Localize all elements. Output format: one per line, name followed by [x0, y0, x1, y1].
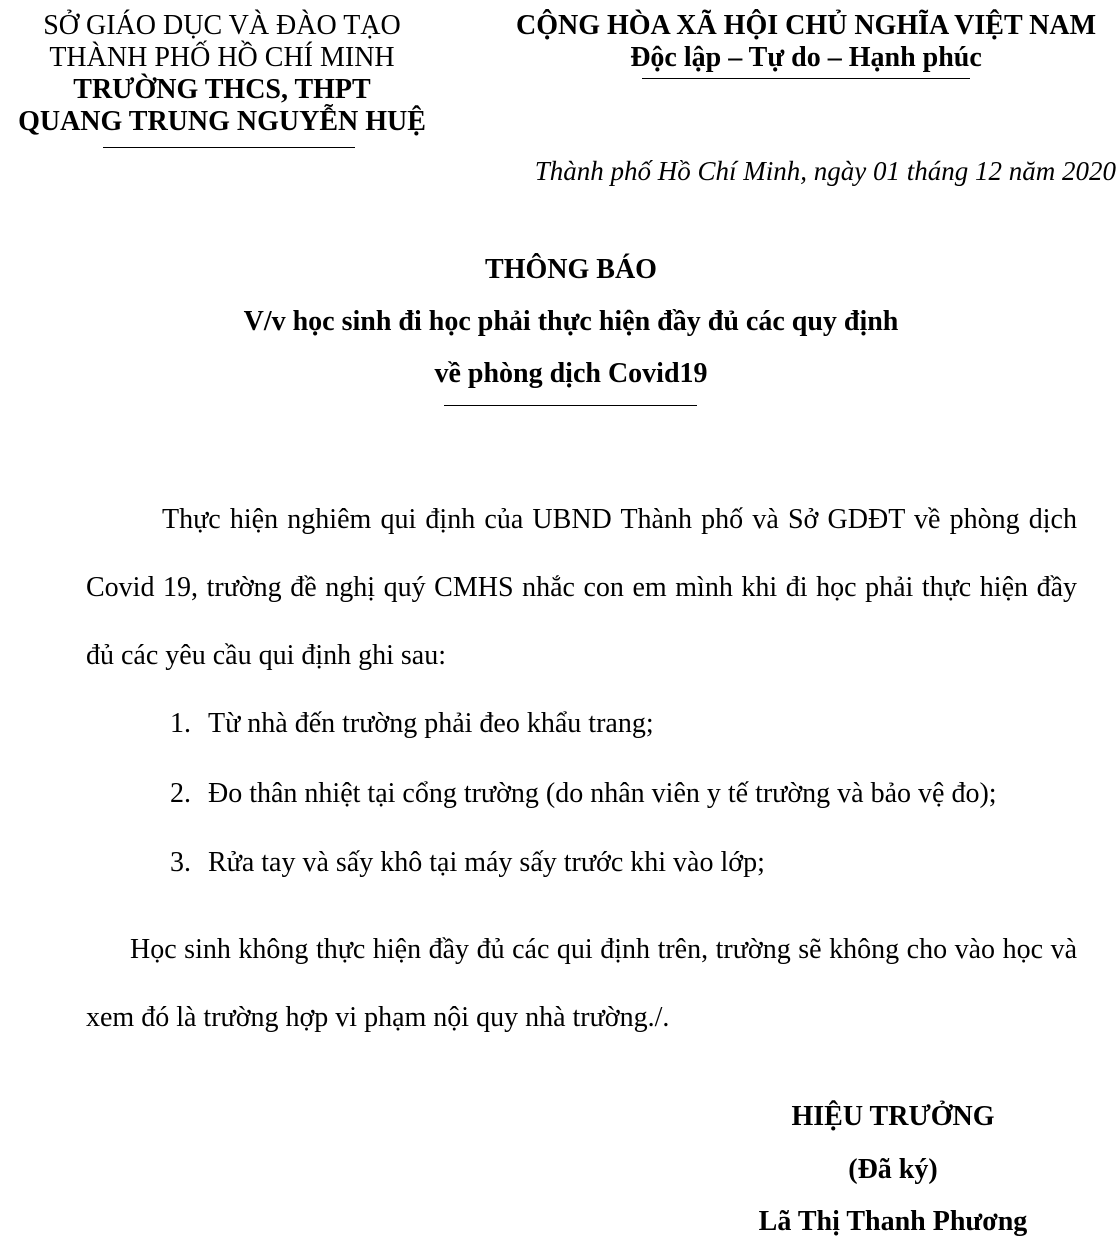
signature-status: (Đã ký): [848, 1154, 938, 1185]
issuer-department: SỞ GIÁO DỤC VÀ ĐÀO TẠO: [43, 10, 401, 41]
notice-title: THÔNG BÁO: [485, 254, 657, 285]
issuer-underline: [103, 147, 355, 148]
title-underline: [444, 405, 697, 406]
signer-name: Lã Thị Thanh Phương: [758, 1206, 1028, 1237]
signer-role: HIỆU TRƯỞNG: [791, 1101, 995, 1132]
motto: Độc lập – Tự do – Hạnh phúc: [630, 42, 982, 73]
intro-paragraph: Thực hiện nghiêm qui định của UBND Thành phố và Sở GDĐT về phòng dịch Covid 19, trường đề nghị quý CMHS nhắc con em mình khi đi học phải thực hiện đầy đủ các yêu cầu qui định ghi sau:: [86, 504, 1077, 671]
issuer-city: THÀNH PHỐ HỒ CHÍ MINH: [49, 42, 395, 73]
list-item-text: Từ nhà đến trường phải đeo khẩu trang;: [208, 708, 654, 739]
national-motto-block: [500, 10, 1112, 74]
list-item-number: 2.: [170, 778, 191, 809]
issuer-school-type: TRƯỜNG THCS, THPT: [73, 74, 371, 105]
list-item: [170, 778, 997, 810]
list-item: [170, 847, 765, 879]
notice-subject-line2: về phòng dịch Covid19: [434, 358, 708, 389]
issuer-block: [0, 10, 444, 138]
motto-underline: [642, 78, 970, 79]
notice-subject-line1: V/v học sinh đi học phải thực hiện đầy đủ các quy định: [243, 306, 899, 337]
issuer-school-name: QUANG TRUNG NGUYỄN HUỆ: [18, 106, 426, 137]
list-item-number: 3.: [170, 847, 191, 878]
list-item: [170, 708, 654, 740]
country-name: CỘNG HÒA XÃ HỘI CHỦ NGHĨA VIỆT NAM: [515, 10, 1097, 41]
list-item-text: Rửa tay và sấy khô tại máy sấy trước khi vào lớp;: [208, 847, 765, 878]
list-item-number: 1.: [170, 708, 191, 739]
closing-paragraph: Học sinh không thực hiện đầy đủ các qui định trên, trường sẽ không cho vào học và xem đó là trường hợp vi phạm nội quy nhà trường./.: [86, 934, 1077, 1033]
list-item-text: Đo thân nhiệt tại cổng trường (do nhân viên y tế trường và bảo vệ đo);: [208, 778, 997, 809]
date-line: Thành phố Hồ Chí Minh, ngày 01 tháng 12 năm 2020: [534, 156, 1116, 186]
